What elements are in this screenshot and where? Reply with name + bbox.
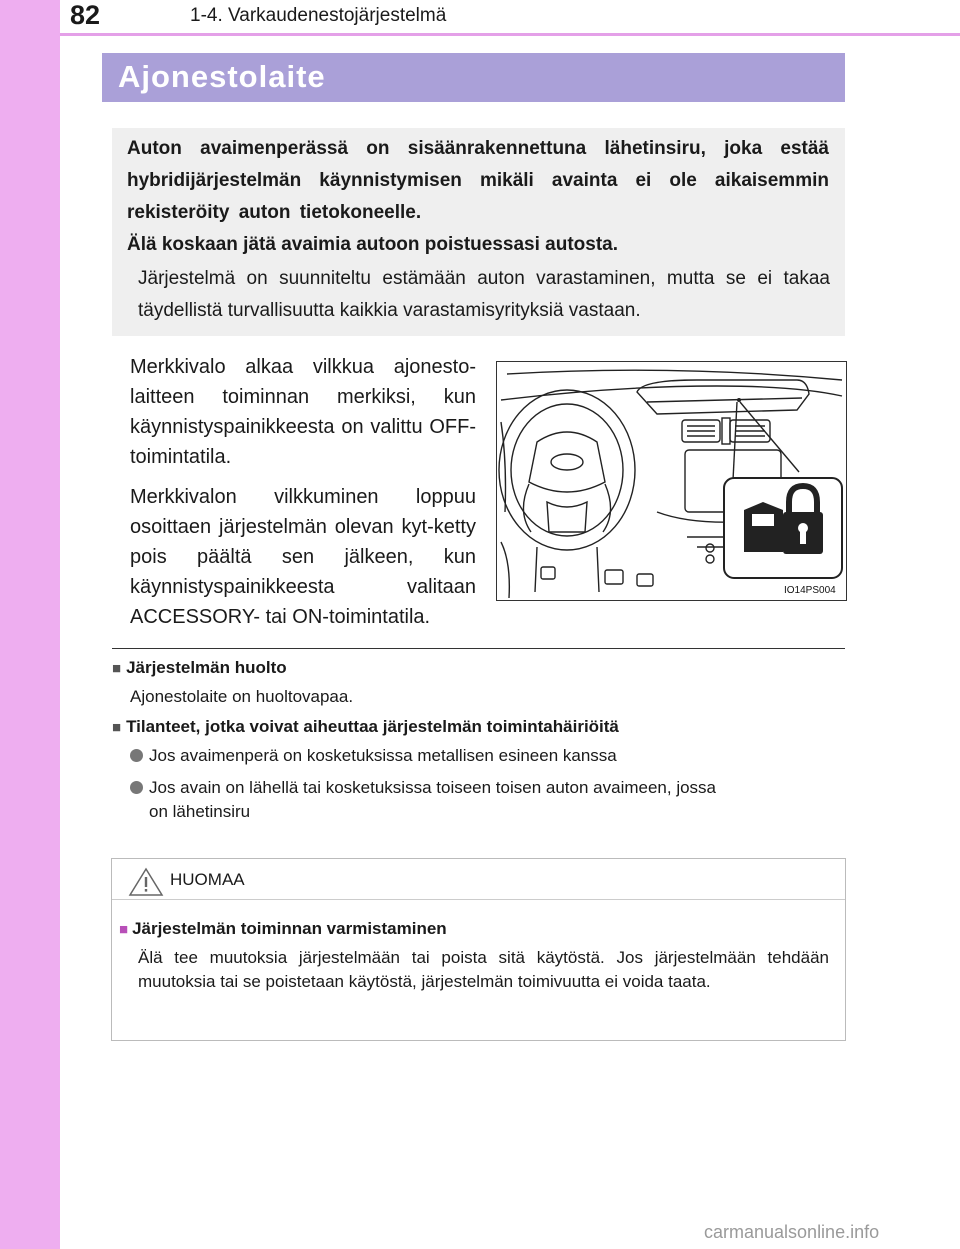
circle-bullet-icon	[130, 781, 143, 794]
square-bullet-icon: ■	[112, 719, 122, 736]
intro-paragraph: Auton avaimenperässä on sisäänrakennettuna lähetinsiru, joka estää hybridijärjestelmän käynnistymisen mikäli avainta ei ole aikaisemmin rekisteröity auton tietokoneelle.	[127, 138, 829, 223]
notice-header	[112, 859, 845, 900]
header-rule	[60, 33, 960, 36]
list-item-text: Jos avain on lähellä tai kosketuksissa toiseen toisen auton avaimeen, jossa	[149, 778, 717, 797]
square-bullet-icon: ■	[119, 921, 129, 938]
list-item	[130, 776, 845, 800]
section-title-bar	[102, 53, 845, 102]
list-item-text: Jos avaimenperä on kosketuksissa metallisen esineen kanssa	[149, 746, 617, 765]
notice-text: Älä tee muutoksia järjestelmään tai poista sitä käytöstä. Jos järjestelmään tehdään muutoksia tai se poistetaan käytöstä, järjestelmän toimivuutta ei voida taata.	[138, 948, 829, 991]
chapter-title: 1-4. Varkaudenestojärjestelmä	[190, 5, 447, 26]
list-item	[130, 744, 845, 768]
notice-heading	[119, 919, 447, 939]
dashboard-drawing	[497, 362, 846, 600]
intro-box	[112, 128, 845, 336]
section-heading-text: Tilanteet, jotka voivat aiheuttaa järjestelmän toimintahäiriöitä	[126, 717, 619, 736]
section-text: Ajonestolaite on huoltovapaa.	[130, 687, 354, 706]
notice-label: HUOMAA	[170, 870, 245, 889]
page-number: 82	[70, 0, 101, 30]
square-bullet-icon: ■	[112, 660, 122, 677]
body-paragraph-1: Merkkivalo alkaa vilkkua ajonesto-laitteen toiminnan merkiksi, kun käynnistyspainikkeesta on valittu OFF-toimintatila.	[130, 356, 476, 468]
body-paragraph-2: Merkkivalon vilkkuminen loppuu osoittaen järjestelmän olevan kyt-ketty pois päältä sen jälkeen, kun käynnistyspainikkeesta valitaan ACCESSORY- tai ON-toimintatila.	[130, 486, 476, 628]
circle-bullet-icon	[130, 749, 143, 762]
intro-warning: Älä koskaan jätä avaimia autoon poistuessasi autosta.	[127, 234, 619, 255]
page-edge-band	[0, 0, 60, 1249]
section-heading-text: Järjestelmän huolto	[126, 658, 287, 677]
dashboard-illustration	[496, 361, 847, 601]
illustration-code: IO14PS004	[784, 585, 836, 596]
watermark: carmanualsonline.info	[704, 1222, 880, 1242]
notice-box	[111, 858, 846, 1041]
section-title: Ajonestolaite	[118, 59, 326, 94]
intro-note: Järjestelmä on suunniteltu estämään auton varastaminen, mutta se ei takaa täydellistä turvallisuutta kaikkia varastamisyrityksiä vastaan.	[138, 268, 830, 321]
notice-heading-text: Järjestelmän toiminnan varmistaminen	[132, 919, 447, 938]
warning-triangle-icon	[128, 867, 164, 897]
section-divider	[112, 648, 845, 649]
section-heading-maintenance	[112, 658, 287, 678]
list-item-continuation: on lähetinsiru	[149, 802, 251, 821]
section-heading-malfunctions	[112, 717, 619, 737]
